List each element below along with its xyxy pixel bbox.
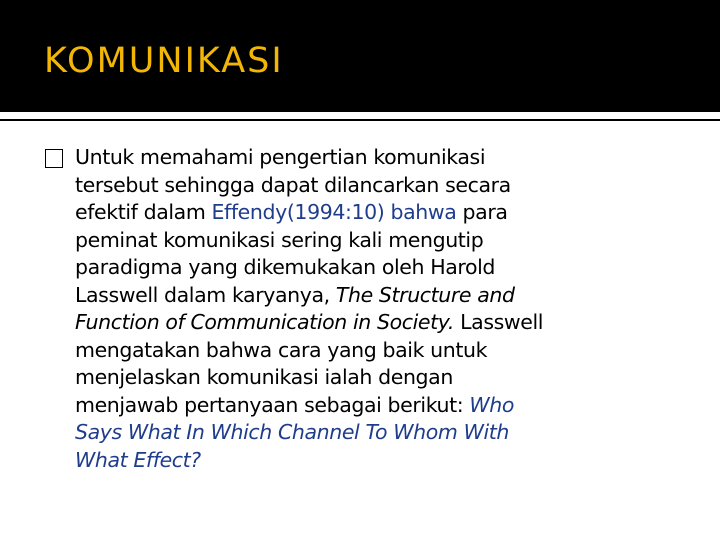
bullet-paragraph <box>45 144 665 474</box>
slide-body <box>45 144 665 474</box>
paragraph-line <box>75 337 665 365</box>
missing-glyph-box-icon <box>45 149 63 168</box>
paragraph-line <box>75 199 665 227</box>
text-segment: Who <box>469 392 515 417</box>
paragraph-line <box>75 227 665 255</box>
paragraph-line <box>75 309 665 337</box>
text-segment: The Structure and <box>335 282 515 307</box>
paragraph-line <box>75 282 665 310</box>
paragraph-line <box>75 144 665 172</box>
text-segment: menjelaskan komunikasi ialah dengan <box>75 365 453 389</box>
text-segment: Lasswell <box>454 310 544 334</box>
text-segment: menjawab pertanyaan sebagai berikut: <box>75 392 470 417</box>
text-segment: tersebut sehingga dapat dilancarkan secara <box>75 172 511 197</box>
paragraph-line <box>75 254 665 282</box>
text-segment: paradigma yang dikemukakan oleh Harold <box>75 255 495 279</box>
divider-line <box>0 119 720 121</box>
paragraph-text <box>75 144 665 474</box>
text-segment: Effendy(1994:10) bahwa <box>211 200 457 224</box>
slide-title: KOMUNIKASI <box>44 41 284 81</box>
text-segment: mengatakan bahwa cara yang baik untuk <box>75 337 488 362</box>
paragraph-line <box>75 364 665 392</box>
text-segment: peminat komunikasi sering kali mengutip <box>75 227 484 252</box>
text-segment: Function of Communication in Society. <box>75 310 455 334</box>
text-segment: Untuk memahami pengertian komunikasi <box>75 145 486 169</box>
text-segment: What Effect? <box>75 447 201 472</box>
title-bar <box>0 0 720 112</box>
paragraph-line <box>75 392 665 420</box>
text-segment: Says What In Which Channel To Whom With <box>75 420 509 444</box>
text-segment: Lasswell dalam karyanya, <box>75 282 336 307</box>
paragraph-line <box>75 419 665 447</box>
paragraph-line <box>75 172 665 200</box>
paragraph-line <box>75 447 665 475</box>
text-segment: para <box>456 200 508 224</box>
text-segment: efektif dalam <box>75 200 212 224</box>
